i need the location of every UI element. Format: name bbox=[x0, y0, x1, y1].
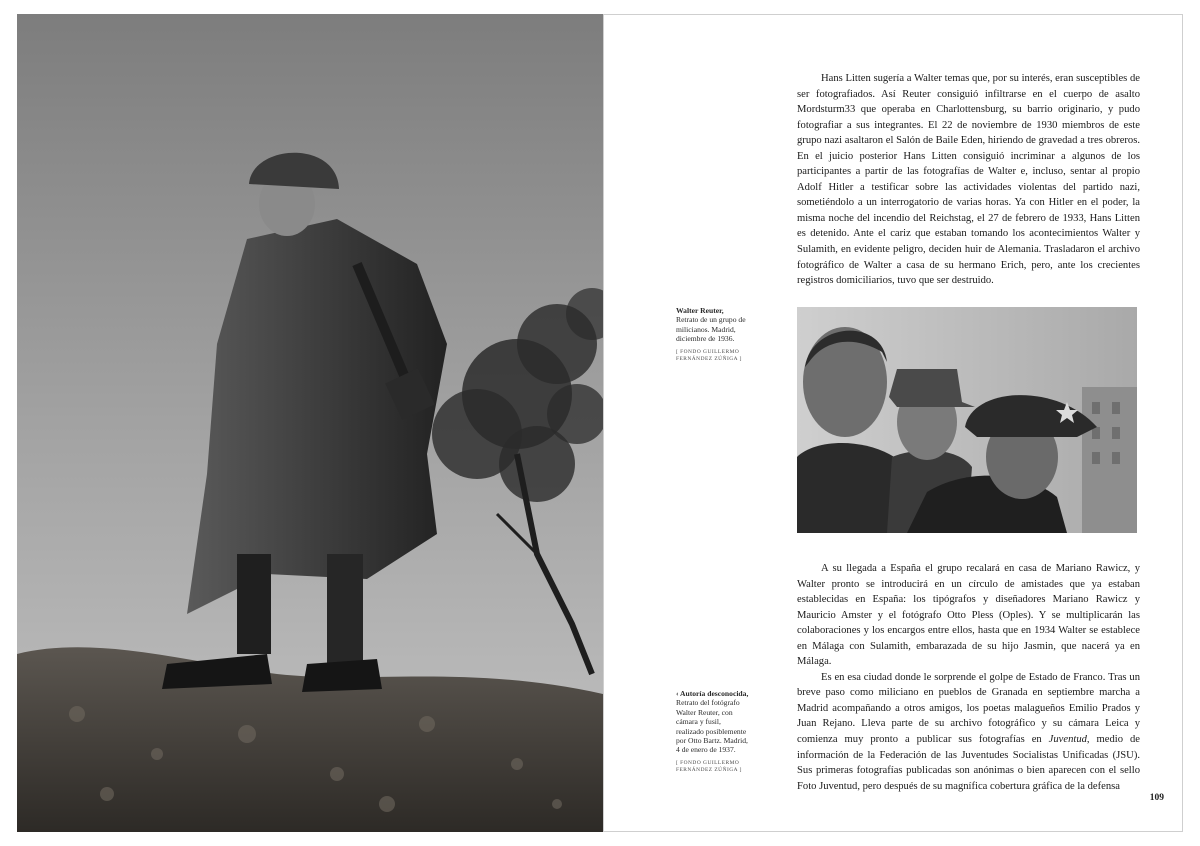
photo-caption-milicianos bbox=[676, 306, 750, 363]
publication-title: Juventud bbox=[1048, 734, 1087, 746]
caption-credit: [ FONDO GUILLERMO FERNÁNDEZ ZÚÑIGA ] bbox=[676, 348, 742, 362]
paragraph-text: , medio de información de la Federación de las Juventudes Socialistas Unificadas (JSU). Sus primeras fotografías publicadas son anónimas o bien aparecen con el sello Foto Juventud, pero después de su magnífica cobertura gráfica de la defensa bbox=[797, 734, 1140, 792]
body-text-top bbox=[797, 71, 1140, 289]
right-page bbox=[603, 14, 1183, 832]
caption-credit: [ FONDO GUILLERMO FERNÁNDEZ ZÚÑIGA ] bbox=[676, 759, 742, 773]
paragraph-text: Es en esa ciudad donde le sorprende el golpe de Estado de Franco. Tras un breve paso como miliciano en pueblos de Granada en septiembre marcha a Madrid acompañando a otros amigos, los poetas malagueños Emilio Prados y Juan Rejano. Lleva parte de su archivo fotográfico y su cámara Leica y comienza muy pronto a publicar sus fotografías en bbox=[797, 671, 1140, 746]
body-text-bottom bbox=[797, 561, 1140, 794]
milicianos-group-photo bbox=[797, 307, 1137, 533]
caption-body: Retrato del fotógrafo Walter Reuter, con cámara y fusil, realizado posiblemente por Otto Bartz. Madrid, 4 de enero de 1937. bbox=[676, 698, 748, 755]
paragraph: A su llegada a España el grupo recalará en casa de Mariano Rawicz, y Walter pronto se introducirá en un círculo de amistades que ya estaban establecidas en España: los tipógrafos y diseñadores Mariano Rawicz y Mauricio Amster y el fotógrafo Otto Pless (Oples). Y se multiplicarán las colaboraciones y los encargos entre ellos, hasta que en 1934 Walter se establece en Málaga con Sulamith, embarazada de su hijo Jasmin, que nacerá ya en Málaga. bbox=[797, 563, 1140, 668]
paragraph bbox=[797, 670, 1140, 794]
caption-title: Walter Reuter, bbox=[676, 306, 724, 315]
page-number: 109 bbox=[1149, 793, 1164, 803]
soldier-portrait-photo bbox=[17, 14, 603, 832]
paragraph: Hans Litten sugería a Walter temas que, por su interés, eran susceptibles de ser fotografiados. Así Reuter consiguió infiltrarse en el cuerpo de asalto Mordsturm33 que operaba en Charlottensburg, su barrio originario, y pudo fotografiar a sus integrantes. El 22 de noviembre de 1930 miembros de este grupo nazi asaltaron el Salón de Baile Eden, hiriendo de gravedad a tres obreros. En el juicio posterior Hans Litten consiguió incriminar a algunos de los participantes a partir de las fotografías de Walter e, incluso, sentar al propio Adolf Hitler a testificar sobre las actividades violentas del partido nazi, sometiéndolo a un interrogatorio de varias horas. Ya con Hitler en el poder, la misma noche del incendio del Reichstag, el 27 de febrero de 1933, Hans Litten es detenido. Ante el cariz que estaban tomando los acontecimientos Walter y Sulamith, en evidente peligro, deciden huir de Alemania. Trasladaron el archivo fotográfico de Walter a casa de su hermano Erich, pero, ante los crecientes registros domiciliarios, tuvo que ser destruido. bbox=[797, 73, 1140, 287]
caption-body: Retrato de un grupo de milicianos. Madrid, diciembre de 1936. bbox=[676, 315, 746, 344]
photo-caption-reuter-portrait bbox=[676, 689, 750, 774]
caption-title: ‹ Autoría desconocida, bbox=[676, 689, 749, 698]
